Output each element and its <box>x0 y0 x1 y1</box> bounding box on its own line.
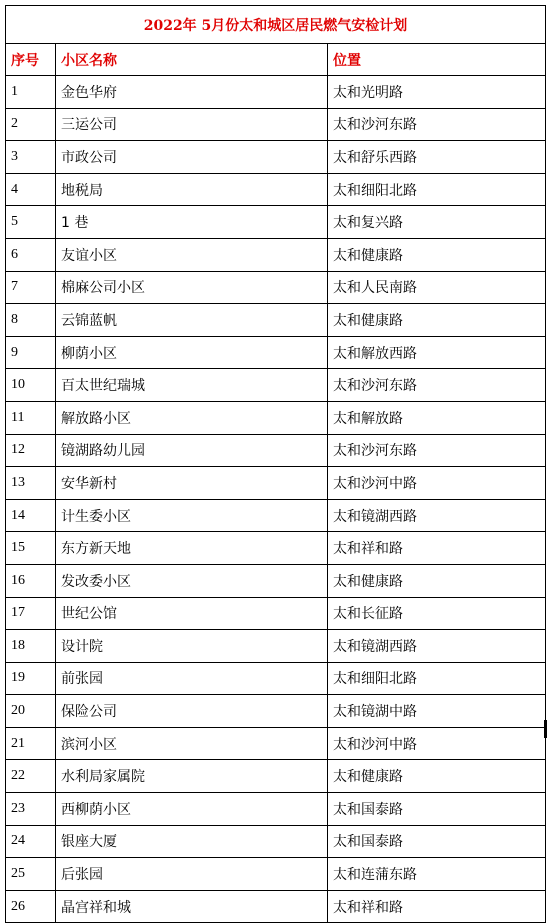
table-row <box>6 564 546 597</box>
header-location: 位置 <box>328 44 546 76</box>
cell-serial-number: 22 <box>6 760 56 793</box>
cell-community-name: 银座大厦 <box>56 825 328 858</box>
table-row <box>6 662 546 695</box>
cell-serial-number: 21 <box>6 727 56 760</box>
table-row <box>6 271 546 304</box>
cell-community-name: 晶宫祥和城 <box>56 890 328 923</box>
header-serial-number: 序号 <box>6 44 56 76</box>
cell-location: 太和镜湖中路 <box>328 695 546 728</box>
header-row <box>6 44 546 76</box>
cell-community-name: 计生委小区 <box>56 499 328 532</box>
cell-location: 太和祥和路 <box>328 532 546 565</box>
cell-serial-number: 12 <box>6 434 56 467</box>
cell-serial-number: 8 <box>6 304 56 337</box>
cell-location: 太和沙河中路 <box>328 727 546 760</box>
cell-location: 太和沙河中路 <box>328 467 546 500</box>
cell-serial-number: 20 <box>6 695 56 728</box>
table-row <box>6 369 546 402</box>
cell-serial-number: 11 <box>6 401 56 434</box>
table-row <box>6 695 546 728</box>
cell-community-name: 三运公司 <box>56 108 328 141</box>
cell-community-name: 发改委小区 <box>56 564 328 597</box>
table-row <box>6 890 546 923</box>
cell-location: 太和长征路 <box>328 597 546 630</box>
cell-location: 太和细阳北路 <box>328 662 546 695</box>
cell-serial-number: 13 <box>6 467 56 500</box>
cell-community-name: 西柳荫小区 <box>56 793 328 826</box>
cell-serial-number: 2 <box>6 108 56 141</box>
table-row <box>6 401 546 434</box>
table-row <box>6 304 546 337</box>
table-row <box>6 727 546 760</box>
cell-community-name: 世纪公馆 <box>56 597 328 630</box>
cell-serial-number: 4 <box>6 173 56 206</box>
cell-serial-number: 26 <box>6 890 56 923</box>
cell-community-name: 保险公司 <box>56 695 328 728</box>
cell-serial-number: 16 <box>6 564 56 597</box>
table-row <box>6 499 546 532</box>
cell-community-name: 地税局 <box>56 173 328 206</box>
cell-community-name: 安华新村 <box>56 467 328 500</box>
cell-location: 太和解放西路 <box>328 336 546 369</box>
cell-location: 太和祥和路 <box>328 890 546 923</box>
table-row <box>6 434 546 467</box>
cell-serial-number: 7 <box>6 271 56 304</box>
edge-mark <box>544 720 547 738</box>
table-row <box>6 630 546 663</box>
cell-location: 太和国泰路 <box>328 793 546 826</box>
table-row <box>6 238 546 271</box>
table-row <box>6 206 546 239</box>
cell-community-name: 百太世纪瑞城 <box>56 369 328 402</box>
table-row <box>6 858 546 891</box>
table-row <box>6 76 546 109</box>
cell-serial-number: 6 <box>6 238 56 271</box>
cell-location: 太和连蒲东路 <box>328 858 546 891</box>
header-community-name: 小区名称 <box>56 44 328 76</box>
cell-location: 太和解放路 <box>328 401 546 434</box>
table-row <box>6 108 546 141</box>
cell-serial-number: 24 <box>6 825 56 858</box>
title-row <box>6 6 546 44</box>
cell-location: 太和健康路 <box>328 564 546 597</box>
cell-community-name: 水利局家属院 <box>56 760 328 793</box>
cell-serial-number: 14 <box>6 499 56 532</box>
cell-community-name: 滨河小区 <box>56 727 328 760</box>
cell-community-name: 前张园 <box>56 662 328 695</box>
table-row <box>6 336 546 369</box>
cell-location: 太和健康路 <box>328 304 546 337</box>
cell-serial-number: 19 <box>6 662 56 695</box>
cell-serial-number: 25 <box>6 858 56 891</box>
cell-location: 太和国泰路 <box>328 825 546 858</box>
cell-serial-number: 18 <box>6 630 56 663</box>
table-title: 2022年 5月份太和城区居民燃气安检计划 <box>6 6 546 44</box>
cell-serial-number: 15 <box>6 532 56 565</box>
table-row <box>6 825 546 858</box>
cell-community-name: 设计院 <box>56 630 328 663</box>
cell-location: 太和舒乐西路 <box>328 141 546 174</box>
cell-serial-number: 10 <box>6 369 56 402</box>
cell-location: 太和镜湖西路 <box>328 499 546 532</box>
cell-location: 太和沙河东路 <box>328 434 546 467</box>
table-row <box>6 793 546 826</box>
cell-community-name: 市政公司 <box>56 141 328 174</box>
cell-serial-number: 5 <box>6 206 56 239</box>
cell-location: 太和沙河东路 <box>328 369 546 402</box>
cell-community-name: 镜湖路幼儿园 <box>56 434 328 467</box>
table-row <box>6 597 546 630</box>
inspection-plan-sheet <box>5 5 546 923</box>
cell-community-name: 后张园 <box>56 858 328 891</box>
cell-location: 太和光明路 <box>328 76 546 109</box>
cell-location: 太和复兴路 <box>328 206 546 239</box>
cell-location: 太和健康路 <box>328 760 546 793</box>
cell-serial-number: 9 <box>6 336 56 369</box>
cell-community-name: 东方新天地 <box>56 532 328 565</box>
table-row <box>6 760 546 793</box>
cell-location: 太和人民南路 <box>328 271 546 304</box>
cell-serial-number: 1 <box>6 76 56 109</box>
cell-community-name: 棉麻公司小区 <box>56 271 328 304</box>
cell-location: 太和镜湖西路 <box>328 630 546 663</box>
cell-location: 太和沙河东路 <box>328 108 546 141</box>
table-row <box>6 467 546 500</box>
cell-community-name: 解放路小区 <box>56 401 328 434</box>
inspection-plan-table <box>5 5 546 923</box>
cell-community-name: 1 巷 <box>56 206 328 239</box>
cell-community-name: 友谊小区 <box>56 238 328 271</box>
cell-serial-number: 3 <box>6 141 56 174</box>
table-row <box>6 173 546 206</box>
cell-location: 太和健康路 <box>328 238 546 271</box>
cell-community-name: 金色华府 <box>56 76 328 109</box>
table-row <box>6 141 546 174</box>
cell-serial-number: 23 <box>6 793 56 826</box>
cell-community-name: 柳荫小区 <box>56 336 328 369</box>
table-row <box>6 532 546 565</box>
cell-location: 太和细阳北路 <box>328 173 546 206</box>
cell-serial-number: 17 <box>6 597 56 630</box>
cell-community-name: 云锦蓝帆 <box>56 304 328 337</box>
